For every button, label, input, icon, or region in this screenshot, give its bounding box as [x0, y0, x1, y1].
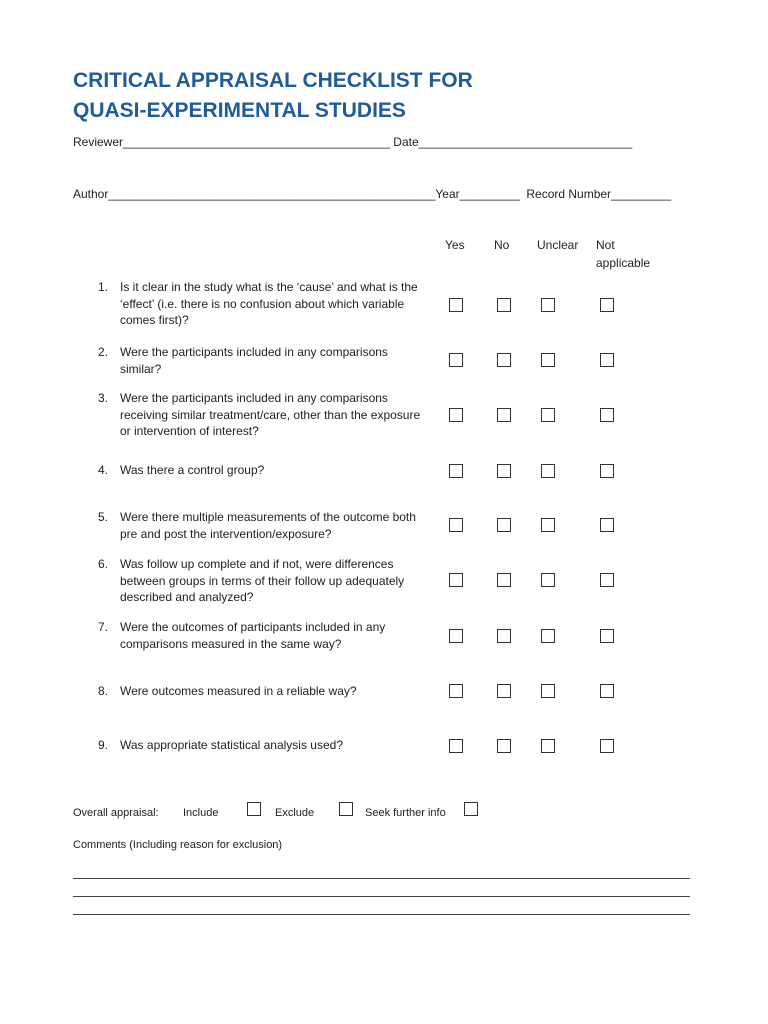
- q9-unclear-checkbox[interactable]: [541, 739, 555, 753]
- q2-not-applicable-checkbox[interactable]: [600, 353, 614, 367]
- document-title-line-1: CRITICAL APPRAISAL CHECKLIST FOR: [73, 69, 473, 92]
- q3-yes-checkbox[interactable]: [449, 408, 463, 422]
- question-text: Was there a control group?: [120, 463, 265, 477]
- q2-unclear-checkbox[interactable]: [541, 353, 555, 367]
- question-number: 8.: [97, 684, 108, 698]
- q2-no-checkbox[interactable]: [497, 353, 511, 367]
- question-number: 1.: [97, 280, 108, 294]
- question-text: Is it clear in the study what is the ‘cause’ and what is the ‘effect’ (i.e. there is no confusion about which variable comes first)?: [120, 280, 418, 327]
- q7-yes-checkbox[interactable]: [449, 629, 463, 643]
- exclude-label: Exclude: [275, 807, 315, 819]
- column-header-not-applicable: [596, 236, 650, 272]
- question-number: 9.: [97, 738, 108, 752]
- q3-no-checkbox[interactable]: [497, 408, 511, 422]
- q5-no-checkbox[interactable]: [497, 518, 511, 532]
- q1-no-checkbox[interactable]: [497, 298, 511, 312]
- q4-not-applicable-checkbox[interactable]: [600, 464, 614, 478]
- q8-unclear-checkbox[interactable]: [541, 684, 555, 698]
- column-header-not-applicable-line-2: applicable: [596, 256, 651, 270]
- reviewer-date-line[interactable]: [73, 135, 632, 149]
- question-text: Was follow up complete and if not, were differences between groups in terms of their follow up adequately described and analyzed?: [120, 557, 405, 604]
- column-header-no: No: [494, 238, 510, 252]
- include-checkbox[interactable]: [247, 802, 261, 816]
- q6-unclear-checkbox[interactable]: [541, 573, 555, 587]
- question-number: 4.: [97, 463, 108, 477]
- q9-not-applicable-checkbox[interactable]: [600, 739, 614, 753]
- author-year-record-text: Author_________________________________________________Year_________ Record Number_________: [73, 187, 672, 201]
- question-number: 7.: [97, 620, 108, 634]
- exclude-checkbox[interactable]: [339, 802, 353, 816]
- q8-no-checkbox[interactable]: [497, 684, 511, 698]
- column-header-yes: Yes: [445, 238, 465, 252]
- include-label: Include: [183, 807, 219, 819]
- question-text: Were outcomes measured in a reliable way?: [120, 684, 357, 698]
- q9-yes-checkbox[interactable]: [449, 739, 463, 753]
- question-number: 6.: [97, 557, 108, 571]
- q6-not-applicable-checkbox[interactable]: [600, 573, 614, 587]
- q1-yes-checkbox[interactable]: [449, 298, 463, 312]
- q6-yes-checkbox[interactable]: [449, 573, 463, 587]
- question-text: Were the outcomes of participants included in any comparisons measured in the same way?: [120, 620, 386, 651]
- q8-yes-checkbox[interactable]: [449, 684, 463, 698]
- column-header-not-applicable-line-1: Not: [596, 238, 615, 252]
- comment-line[interactable]: [73, 914, 690, 915]
- q8-not-applicable-checkbox[interactable]: [600, 684, 614, 698]
- seek-further-info-checkbox[interactable]: [464, 802, 478, 816]
- document-title-line-2: QUASI-EXPERIMENTAL STUDIES: [73, 99, 406, 122]
- author-year-record-line[interactable]: [73, 187, 671, 201]
- q6-no-checkbox[interactable]: [497, 573, 511, 587]
- question-text: Were the participants included in any comparisons receiving similar treatment/care, other than the exposure or intervention of interest?: [120, 391, 421, 438]
- q2-yes-checkbox[interactable]: [449, 353, 463, 367]
- q4-unclear-checkbox[interactable]: [541, 464, 555, 478]
- seek-further-info-label: Seek further info: [365, 807, 446, 819]
- question-text: Were the participants included in any comparisons similar?: [120, 345, 388, 376]
- reviewer-date-text: Reviewer________________________________________ Date________________________________: [73, 135, 633, 149]
- question-number: 2.: [97, 345, 108, 359]
- q3-unclear-checkbox[interactable]: [541, 408, 555, 422]
- q9-no-checkbox[interactable]: [497, 739, 511, 753]
- question-text: Were there multiple measurements of the outcome both pre and post the intervention/exposure?: [120, 510, 416, 541]
- comment-line[interactable]: [73, 878, 690, 879]
- q7-not-applicable-checkbox[interactable]: [600, 629, 614, 643]
- q3-not-applicable-checkbox[interactable]: [600, 408, 614, 422]
- q5-not-applicable-checkbox[interactable]: [600, 518, 614, 532]
- overall-appraisal-label: Overall appraisal:: [73, 807, 159, 819]
- q4-no-checkbox[interactable]: [497, 464, 511, 478]
- q1-not-applicable-checkbox[interactable]: [600, 298, 614, 312]
- comment-line[interactable]: [73, 896, 690, 897]
- question-text: Was appropriate statistical analysis used?: [120, 738, 343, 752]
- q4-yes-checkbox[interactable]: [449, 464, 463, 478]
- q1-unclear-checkbox[interactable]: [541, 298, 555, 312]
- q7-no-checkbox[interactable]: [497, 629, 511, 643]
- question-number: 5.: [97, 510, 108, 524]
- q5-yes-checkbox[interactable]: [449, 518, 463, 532]
- question-number: 3.: [97, 391, 108, 405]
- q5-unclear-checkbox[interactable]: [541, 518, 555, 532]
- column-header-unclear: Unclear: [537, 238, 579, 252]
- q7-unclear-checkbox[interactable]: [541, 629, 555, 643]
- comments-label: Comments (Including reason for exclusion): [73, 839, 283, 851]
